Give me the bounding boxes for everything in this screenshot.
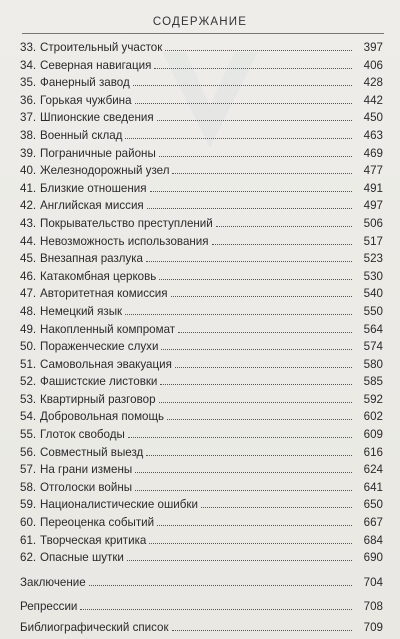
dot-leader (146, 261, 352, 262)
toc-entry-title: Библиографический список (20, 621, 169, 634)
dot-leader (135, 490, 352, 491)
dot-leader (146, 455, 352, 456)
toc-entry[interactable] (20, 356, 383, 374)
toc-entry[interactable] (20, 514, 383, 532)
toc-entry-page: 530 (363, 269, 383, 283)
toc-entry-number: 53. (20, 392, 37, 406)
toc-entry-number: 39. (20, 146, 37, 160)
dot-leader (171, 296, 352, 297)
dot-leader (125, 314, 352, 315)
toc-entry-page: 641 (363, 480, 383, 494)
toc-entry-title: Строительный участок (40, 41, 163, 54)
toc-entry[interactable] (20, 39, 383, 57)
toc-entry-number: 59. (20, 498, 37, 512)
dot-leader (147, 208, 352, 209)
toc-entry-page: 580 (363, 357, 383, 371)
toc-entry-number: 57. (20, 463, 37, 477)
toc-entry-page: 523 (363, 252, 383, 266)
toc-entry-title: Опасные шутки (40, 551, 124, 565)
toc-entry-page: 406 (363, 58, 383, 72)
toc-entry-number: 48. (20, 304, 37, 318)
toc-entry-number: 38. (20, 128, 37, 142)
toc-entry-title: Пораженческие слухи (40, 340, 159, 354)
toc-entry-page: 616 (363, 445, 383, 459)
toc-entry-title: Самовольная эвакуация (40, 357, 172, 371)
toc-entry-title: Творческая критика (40, 533, 147, 547)
toc-entry-number: 44. (20, 234, 37, 248)
toc-entry[interactable] (20, 532, 383, 550)
dot-leader (89, 585, 352, 586)
toc-entry-bibliography[interactable] (20, 619, 383, 637)
toc-entry-page: 650 (363, 498, 383, 512)
dot-leader (159, 156, 352, 157)
toc-entry-number: 52. (20, 375, 37, 389)
dot-leader (149, 543, 352, 544)
toc-entry-title: Фашистские листовки (40, 375, 158, 389)
toc-entry-page: 397 (363, 41, 383, 54)
toc-entry[interactable] (20, 303, 383, 321)
toc-entry-page: 684 (363, 533, 383, 547)
toc-entry[interactable] (20, 321, 383, 339)
dot-leader (165, 50, 352, 51)
toc-entry-page: 540 (363, 287, 383, 301)
toc-entry-page: 463 (363, 128, 383, 142)
toc-entry-page: 667 (363, 516, 383, 530)
toc-entry-number: 51. (20, 357, 37, 371)
toc-entry-page: 592 (363, 392, 383, 406)
dot-leader (125, 138, 352, 139)
toc-entry-page: 704 (363, 576, 383, 589)
toc-entry-number: 47. (20, 287, 37, 301)
toc-entry[interactable] (20, 74, 383, 92)
toc-entry-title: Невозможность использования (40, 234, 209, 248)
toc-entry-title: Внезапная разлука (40, 252, 144, 266)
table-of-contents (20, 39, 383, 567)
toc-entry-title: Немецкий язык (40, 304, 123, 318)
toc-entry-title: Железнодорожный узел (40, 164, 170, 178)
toc-entry-title: Авторитетная комиссия (40, 287, 168, 301)
toc-entry-title: Английская миссия (40, 199, 144, 213)
toc-entry-number: 37. (20, 111, 37, 125)
toc-entry-number: 46. (20, 269, 37, 283)
toc-entry-page: 550 (363, 304, 383, 318)
toc-entry-title: Фанерный завод (40, 76, 130, 90)
toc-entry-page: 506 (363, 216, 383, 230)
toc-entry-conclusion[interactable] (20, 574, 383, 592)
toc-entry-number: 45. (20, 252, 37, 266)
toc-entry-number: 60. (20, 516, 37, 530)
toc-entry[interactable] (20, 92, 383, 110)
toc-entry-page: 574 (363, 340, 383, 354)
toc-entry-page: 442 (363, 93, 383, 107)
toc-entry-title: Совместный выезд (40, 445, 144, 459)
toc-entry-title: Глоток свободы (40, 428, 125, 442)
toc-entry-number: 43. (20, 216, 37, 230)
dot-leader (167, 419, 352, 420)
toc-entry-number: 56. (20, 445, 37, 459)
toc-entry-page: 624 (363, 463, 383, 477)
page-title: СОДЕРЖАНИЕ (152, 16, 248, 28)
toc-entry-number: 41. (20, 181, 37, 195)
toc-entry-title: Добровольная помощь (40, 410, 165, 424)
toc-entry-page: 585 (363, 375, 383, 389)
dot-leader (159, 402, 352, 403)
toc-entry-page: 602 (363, 410, 383, 424)
toc-entry[interactable] (20, 549, 383, 567)
toc-entry[interactable] (20, 479, 383, 497)
toc-entry[interactable] (20, 57, 383, 75)
toc-entry-number: 54. (20, 410, 37, 424)
dot-leader (150, 191, 352, 192)
toc-entry-page: 477 (363, 164, 383, 178)
toc-entry[interactable] (20, 444, 383, 462)
toc-entry[interactable] (20, 233, 383, 251)
dot-leader (135, 472, 352, 473)
toc-entry-page: 428 (363, 76, 383, 90)
toc-entry[interactable] (20, 145, 383, 163)
dot-leader (212, 244, 352, 245)
dot-leader (160, 384, 352, 385)
toc-entry-title: Заключение (20, 576, 86, 589)
toc-entry[interactable] (20, 127, 383, 145)
toc-entry-title: Близкие отношения (40, 181, 147, 195)
dot-leader (161, 349, 352, 350)
toc-entry[interactable] (20, 496, 383, 514)
toc-entry-page: 469 (363, 146, 383, 160)
toc-entry[interactable] (20, 461, 383, 479)
toc-entry-page: 609 (363, 428, 383, 442)
toc-entry[interactable] (20, 285, 383, 303)
toc-entry[interactable] (20, 338, 383, 356)
toc-entry[interactable] (20, 250, 383, 268)
toc-entry-number: 49. (20, 322, 37, 336)
dot-leader (159, 279, 352, 280)
dot-leader (157, 120, 352, 121)
toc-entry[interactable] (20, 391, 383, 409)
toc-entry-number: 55. (20, 428, 37, 442)
toc-entry-title: Отголоски войны (40, 480, 133, 494)
toc-entry-number: 61. (20, 533, 37, 547)
dot-leader (216, 226, 352, 227)
toc-entry-number: 36. (20, 93, 37, 107)
toc-entry[interactable] (20, 180, 383, 198)
dot-leader (128, 437, 352, 438)
toc-entry-number: 58. (20, 480, 37, 494)
dot-leader (175, 367, 352, 368)
toc-entry-page: 450 (363, 111, 383, 125)
toc-entry-page: 517 (363, 234, 383, 248)
toc-entry-title: Шпионские сведения (40, 111, 154, 125)
toc-entry-number: 33. (20, 41, 37, 54)
dot-leader (201, 507, 352, 508)
toc-entry-number: 40. (20, 164, 37, 178)
toc-entry-page: 497 (363, 199, 383, 213)
header-divider (22, 33, 384, 34)
toc-entry[interactable] (20, 215, 383, 233)
dot-leader (178, 332, 352, 333)
toc-entry-title: Военный склад (40, 128, 123, 142)
dot-leader (135, 103, 352, 104)
toc-entry-title: Националистические ошибки (40, 498, 198, 512)
toc-entry-title: Горькая чужбина (40, 93, 132, 107)
dot-leader (172, 630, 352, 631)
toc-entry-page: 709 (363, 621, 383, 634)
toc-entry-title: Северная навигация (40, 58, 152, 72)
toc-entry-title: Переоценка событий (40, 516, 155, 530)
toc-entry[interactable] (20, 109, 383, 127)
toc-entry[interactable] (20, 268, 383, 286)
toc-entry[interactable] (20, 408, 383, 426)
toc-entry[interactable] (20, 373, 383, 391)
toc-entry-title: Пограничные районы (40, 146, 156, 160)
toc-entry-number: 50. (20, 340, 37, 354)
toc-entry-number: 62. (20, 551, 37, 565)
toc-entry[interactable] (20, 426, 383, 444)
toc-entry-number: 42. (20, 199, 37, 213)
dot-leader (127, 560, 352, 561)
dot-leader (154, 68, 352, 69)
toc-entry-title: На грани измены (40, 463, 133, 477)
toc-entry[interactable] (20, 197, 383, 215)
dot-leader (172, 173, 352, 174)
dot-leader (133, 85, 352, 86)
toc-entry-page: 708 (363, 600, 383, 613)
toc-entry-title: Репрессии (20, 600, 78, 613)
toc-entry-repressions[interactable] (20, 598, 383, 616)
toc-entry-page: 690 (363, 551, 383, 565)
dot-leader (157, 525, 352, 526)
dot-leader (80, 609, 352, 610)
toc-entry-title: Покрывательство преступлений (40, 216, 213, 230)
toc-entry-title: Квартирный разговор (40, 392, 156, 406)
toc-entry-page: 491 (363, 181, 383, 195)
toc-entry-page: 564 (363, 322, 383, 336)
toc-entry-title: Катакомбная церковь (40, 269, 157, 283)
toc-entry-number: 35. (20, 76, 37, 90)
toc-entry[interactable] (20, 162, 383, 180)
toc-entry-title: Накопленный компромат (40, 322, 176, 336)
toc-entry-number: 34. (20, 58, 37, 72)
